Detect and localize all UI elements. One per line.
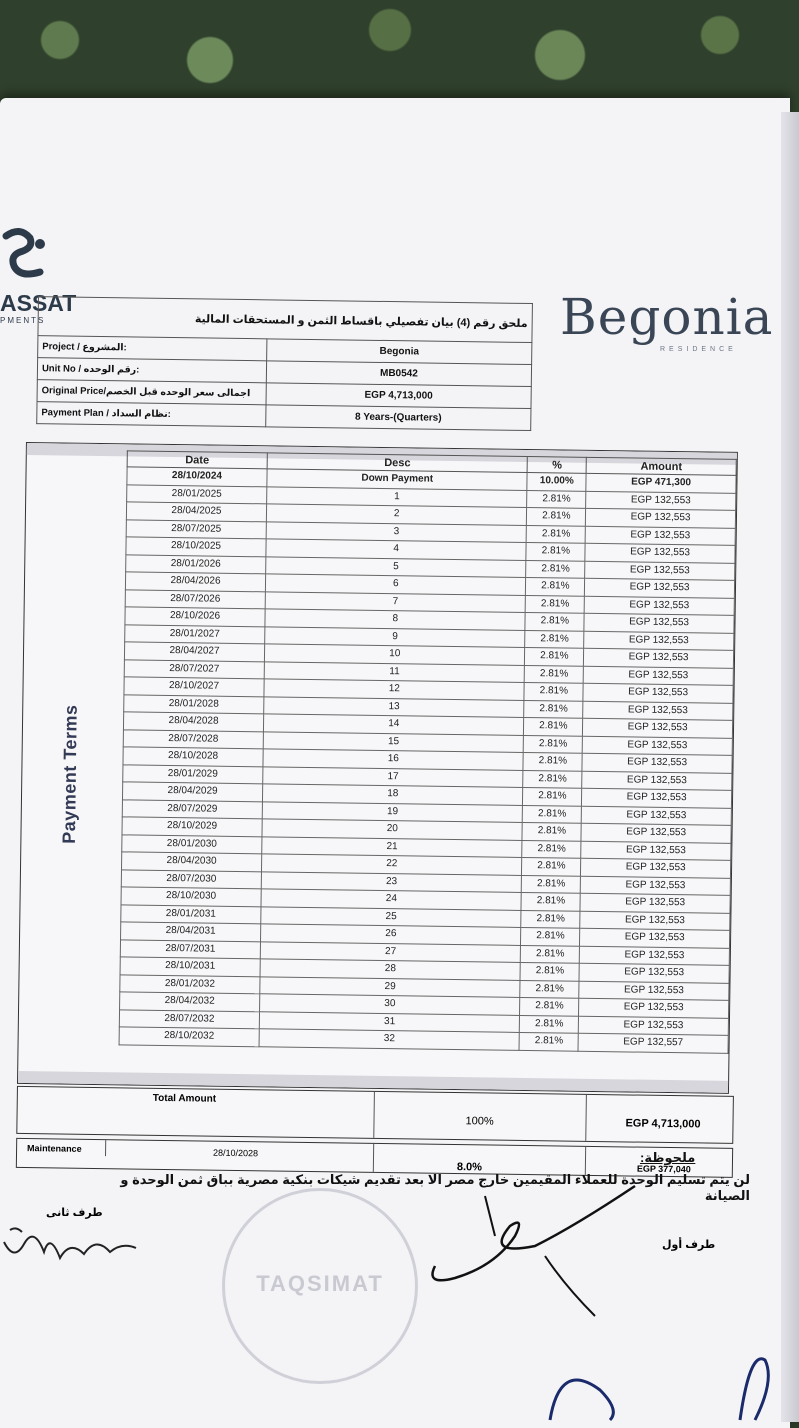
date-cell: 28/01/2026 [126, 554, 266, 573]
percent-cell: 2.81% [522, 840, 581, 858]
col-header-pct: % [528, 456, 587, 473]
col-header-desc: Desc [267, 453, 528, 473]
amount-cell: EGP 132,553 [580, 928, 730, 948]
desc-cell: 31 [259, 1011, 520, 1032]
payment-document [16, 296, 748, 1175]
amount-cell: EGP 132,553 [581, 823, 731, 843]
desc-cell: 15 [263, 731, 524, 752]
desc-cell: 16 [263, 749, 524, 770]
amount-cell: EGP 471,300 [586, 473, 736, 493]
developer-logo-text: ASSAT [0, 290, 77, 316]
desc-cell: 25 [261, 906, 522, 927]
date-cell: 28/01/2027 [125, 624, 265, 643]
date-cell: 28/10/2026 [125, 607, 265, 626]
amount-cell: EGP 132,553 [583, 683, 733, 703]
date-cell: 28/10/2031 [120, 957, 260, 976]
col-header-date: Date [127, 451, 267, 469]
percent-cell: 2.81% [524, 717, 583, 735]
total-amount-label: Total Amount [152, 1092, 217, 1105]
desc-cell: 8 [265, 609, 526, 630]
percent-cell: 2.81% [527, 525, 586, 543]
desc-cell: 7 [265, 591, 526, 612]
maintenance-amount: EGP 377,040 [636, 1163, 691, 1175]
amount-cell: EGP 132,553 [583, 701, 733, 721]
maintenance-percent: 8.0% [456, 1161, 483, 1174]
percent-cell: 2.81% [523, 805, 582, 823]
date-cell: 28/10/2025 [126, 537, 266, 556]
desc-cell: 12 [264, 679, 525, 700]
date-cell: 28/01/2028 [124, 694, 264, 713]
amount-cell: EGP 132,557 [578, 1033, 728, 1053]
amount-cell: EGP 132,553 [580, 893, 730, 913]
maintenance-date: 28/10/2028 [212, 1147, 259, 1159]
amount-cell: EGP 132,553 [585, 543, 735, 563]
info-value: Begonia [267, 339, 532, 365]
amount-cell: EGP 132,553 [585, 526, 735, 546]
amount-cell: EGP 132,553 [584, 596, 734, 616]
info-label: Project / المشروع: [38, 336, 267, 361]
totals-row [16, 1086, 734, 1144]
divider [373, 1144, 374, 1172]
percent-cell: 2.81% [525, 647, 584, 665]
amount-cell: EGP 132,553 [582, 771, 732, 791]
desc-cell: 24 [261, 889, 522, 910]
amount-cell: EGP 132,553 [579, 981, 729, 1001]
percent-cell: 2.81% [525, 612, 584, 630]
note-text: لن يتم تسليم الوحدة للعملاء المقيمين خارج مصر الا بعد تقديم شيكات بنكية مصرية بباق ثمن الوحدة و الصيانة [120, 1172, 750, 1203]
note-title: ملحوظة: [640, 1150, 696, 1165]
divider [585, 1095, 587, 1141]
percent-cell: 2.81% [524, 735, 583, 753]
date-cell: 28/04/2030 [122, 852, 262, 871]
amount-cell: EGP 132,553 [579, 998, 729, 1018]
desc-cell: 14 [263, 714, 524, 735]
date-cell: 28/07/2028 [123, 729, 263, 748]
percent-cell: 2.81% [520, 1015, 579, 1033]
percent-cell: 2.81% [526, 560, 585, 578]
developer-logo-subtext: PMENTS [0, 316, 46, 325]
desc-cell: 23 [261, 871, 522, 892]
desc-cell: 18 [262, 784, 523, 805]
first-party-label: طرف أول [662, 1239, 716, 1251]
amount-cell: EGP 132,553 [585, 578, 735, 598]
desc-cell: 10 [264, 644, 525, 665]
date-cell: 28/07/2026 [125, 589, 265, 608]
amount-cell: EGP 132,553 [584, 613, 734, 633]
divider [105, 1140, 106, 1156]
amount-cell: EGP 132,553 [579, 946, 729, 966]
percent-cell: 2.81% [520, 980, 579, 998]
paper-page-edge [781, 112, 799, 1422]
stamp-text: TAQSIMAT [256, 1271, 384, 1296]
date-cell: 28/01/2029 [123, 764, 263, 783]
date-cell: 28/10/2027 [124, 677, 264, 696]
percent-cell: 2.81% [521, 927, 580, 945]
info-value: 8 Years-(Quarters) [266, 405, 531, 431]
info-label: Original Price/اجمالى سعر الوحده قبل الخصم [37, 380, 266, 405]
col-header-amount: Amount [586, 457, 736, 475]
second-party-label: طرف ثانى [46, 1207, 103, 1219]
divider [373, 1092, 375, 1138]
maintenance-label: Maintenance [27, 1143, 82, 1154]
amount-cell: EGP 132,553 [583, 666, 733, 686]
amount-cell: EGP 132,553 [586, 491, 736, 511]
date-cell: 28/01/2025 [127, 484, 267, 503]
percent-cell: 2.81% [526, 542, 585, 560]
developer-logo-mark-icon [0, 226, 50, 288]
date-cell: 28/10/2028 [123, 747, 263, 766]
payment-terms-label [29, 673, 102, 874]
date-cell: 28/04/2029 [122, 782, 262, 801]
desc-cell: 9 [265, 626, 526, 647]
date-cell: 28/07/2031 [120, 939, 260, 958]
percent-cell: 2.81% [526, 577, 585, 595]
desc-cell: 28 [260, 959, 521, 980]
extra-signature-icon [540, 1340, 790, 1422]
date-cell: 28/04/2025 [126, 502, 266, 521]
date-cell: 28/07/2032 [119, 1009, 259, 1028]
desc-cell: 19 [262, 801, 523, 822]
desc-cell: 21 [262, 836, 523, 857]
percent-cell: 2.81% [522, 857, 581, 875]
percent-cell: 2.81% [526, 595, 585, 613]
date-cell: 28/10/2024 [127, 467, 267, 486]
date-cell: 28/01/2032 [120, 974, 260, 993]
desc-cell: 20 [262, 819, 523, 840]
amount-cell: EGP 132,553 [584, 648, 734, 668]
payment-schedule-table [119, 450, 737, 1053]
amount-cell: EGP 132,553 [581, 841, 731, 861]
begonia-logo-text: Begonia [560, 288, 774, 346]
annex-title: ملحق رقم (4) بيان تفصيلي باقساط الثمن و المستحقات المالية [38, 297, 532, 343]
date-cell: 28/10/2032 [119, 1027, 259, 1046]
amount-cell: EGP 132,553 [582, 736, 732, 756]
percent-cell: 2.81% [527, 490, 586, 508]
percent-cell: 2.81% [525, 665, 584, 683]
amount-cell: EGP 132,553 [582, 753, 732, 773]
desc-cell: 26 [260, 924, 521, 945]
date-cell: 28/10/2030 [121, 887, 261, 906]
begonia-logo-subtext: RESIDENCE [660, 346, 737, 353]
date-cell: 28/07/2027 [124, 659, 264, 678]
date-cell: 28/10/2029 [122, 817, 262, 836]
percent-cell: 2.81% [521, 945, 580, 963]
info-value: MB0542 [266, 361, 531, 387]
percent-cell: 2.81% [521, 910, 580, 928]
date-cell: 28/07/2030 [121, 869, 261, 888]
amount-cell: EGP 132,553 [581, 806, 731, 826]
desc-cell: 22 [261, 854, 522, 875]
amount-cell: EGP 132,553 [586, 508, 736, 528]
date-cell: 28/04/2027 [124, 642, 264, 661]
percent-cell: 2.81% [524, 682, 583, 700]
percent-cell: 2.81% [521, 892, 580, 910]
payment-terms-section [17, 442, 738, 1094]
percent-cell: 2.81% [524, 700, 583, 718]
amount-cell: EGP 132,553 [583, 718, 733, 738]
percent-cell: 2.81% [523, 752, 582, 770]
desc-cell: 13 [264, 696, 525, 717]
schedule-body [119, 467, 736, 1053]
percent-cell: 2.81% [527, 507, 586, 525]
second-party-signature-icon [0, 1222, 150, 1282]
date-cell: 28/04/2032 [120, 992, 260, 1011]
payment-terms-text: Payment Terms [58, 704, 81, 844]
total-percent: 100% [465, 1115, 494, 1128]
date-cell: 28/04/2028 [123, 712, 263, 731]
percent-cell: 2.81% [523, 770, 582, 788]
percent-cell: 10.00% [527, 472, 586, 490]
company-stamp [222, 1188, 418, 1384]
info-label: Unit No / رقم الوحده: [37, 358, 266, 383]
desc-cell: 3 [266, 521, 527, 542]
percent-cell: 2.81% [520, 997, 579, 1015]
date-cell: 28/01/2031 [121, 904, 261, 923]
amount-cell: EGP 132,553 [578, 1016, 728, 1036]
date-cell: 28/01/2030 [122, 834, 262, 853]
desc-cell: 32 [259, 1029, 520, 1050]
info-label: Payment Plan / نظام السداد: [37, 402, 266, 427]
date-cell: 28/04/2031 [121, 922, 261, 941]
unit-info-table [36, 296, 533, 431]
desc-cell: 6 [265, 574, 526, 595]
percent-cell: 2.81% [520, 1032, 579, 1050]
desc-cell: 4 [266, 539, 527, 560]
date-cell: 28/07/2029 [122, 799, 262, 818]
desc-cell: 30 [260, 994, 521, 1015]
amount-cell: EGP 132,553 [580, 876, 730, 896]
desc-cell: 5 [266, 556, 527, 577]
desc-cell: 17 [263, 766, 524, 787]
date-cell: 28/07/2025 [126, 519, 266, 538]
percent-cell: 2.81% [525, 630, 584, 648]
desc-cell: Down Payment [267, 469, 528, 490]
desc-cell: 2 [266, 504, 527, 525]
amount-cell: EGP 132,553 [581, 858, 731, 878]
percent-cell: 2.81% [522, 822, 581, 840]
first-party-signature-icon [415, 1176, 665, 1326]
info-value: EGP 4,713,000 [266, 383, 531, 409]
total-amount-value: EGP 4,713,000 [625, 1117, 701, 1131]
amount-cell: EGP 132,553 [584, 631, 734, 651]
percent-cell: 2.81% [523, 787, 582, 805]
percent-cell: 2.81% [520, 962, 579, 980]
divider [585, 1147, 586, 1175]
amount-cell: EGP 132,553 [582, 788, 732, 808]
date-cell: 28/04/2026 [125, 572, 265, 591]
desc-cell: 27 [260, 941, 521, 962]
desc-cell: 29 [260, 976, 521, 997]
amount-cell: EGP 132,553 [585, 561, 735, 581]
desc-cell: 1 [267, 486, 528, 507]
amount-cell: EGP 132,553 [579, 963, 729, 983]
desc-cell: 11 [264, 661, 525, 682]
percent-cell: 2.81% [522, 875, 581, 893]
amount-cell: EGP 132,553 [580, 911, 730, 931]
